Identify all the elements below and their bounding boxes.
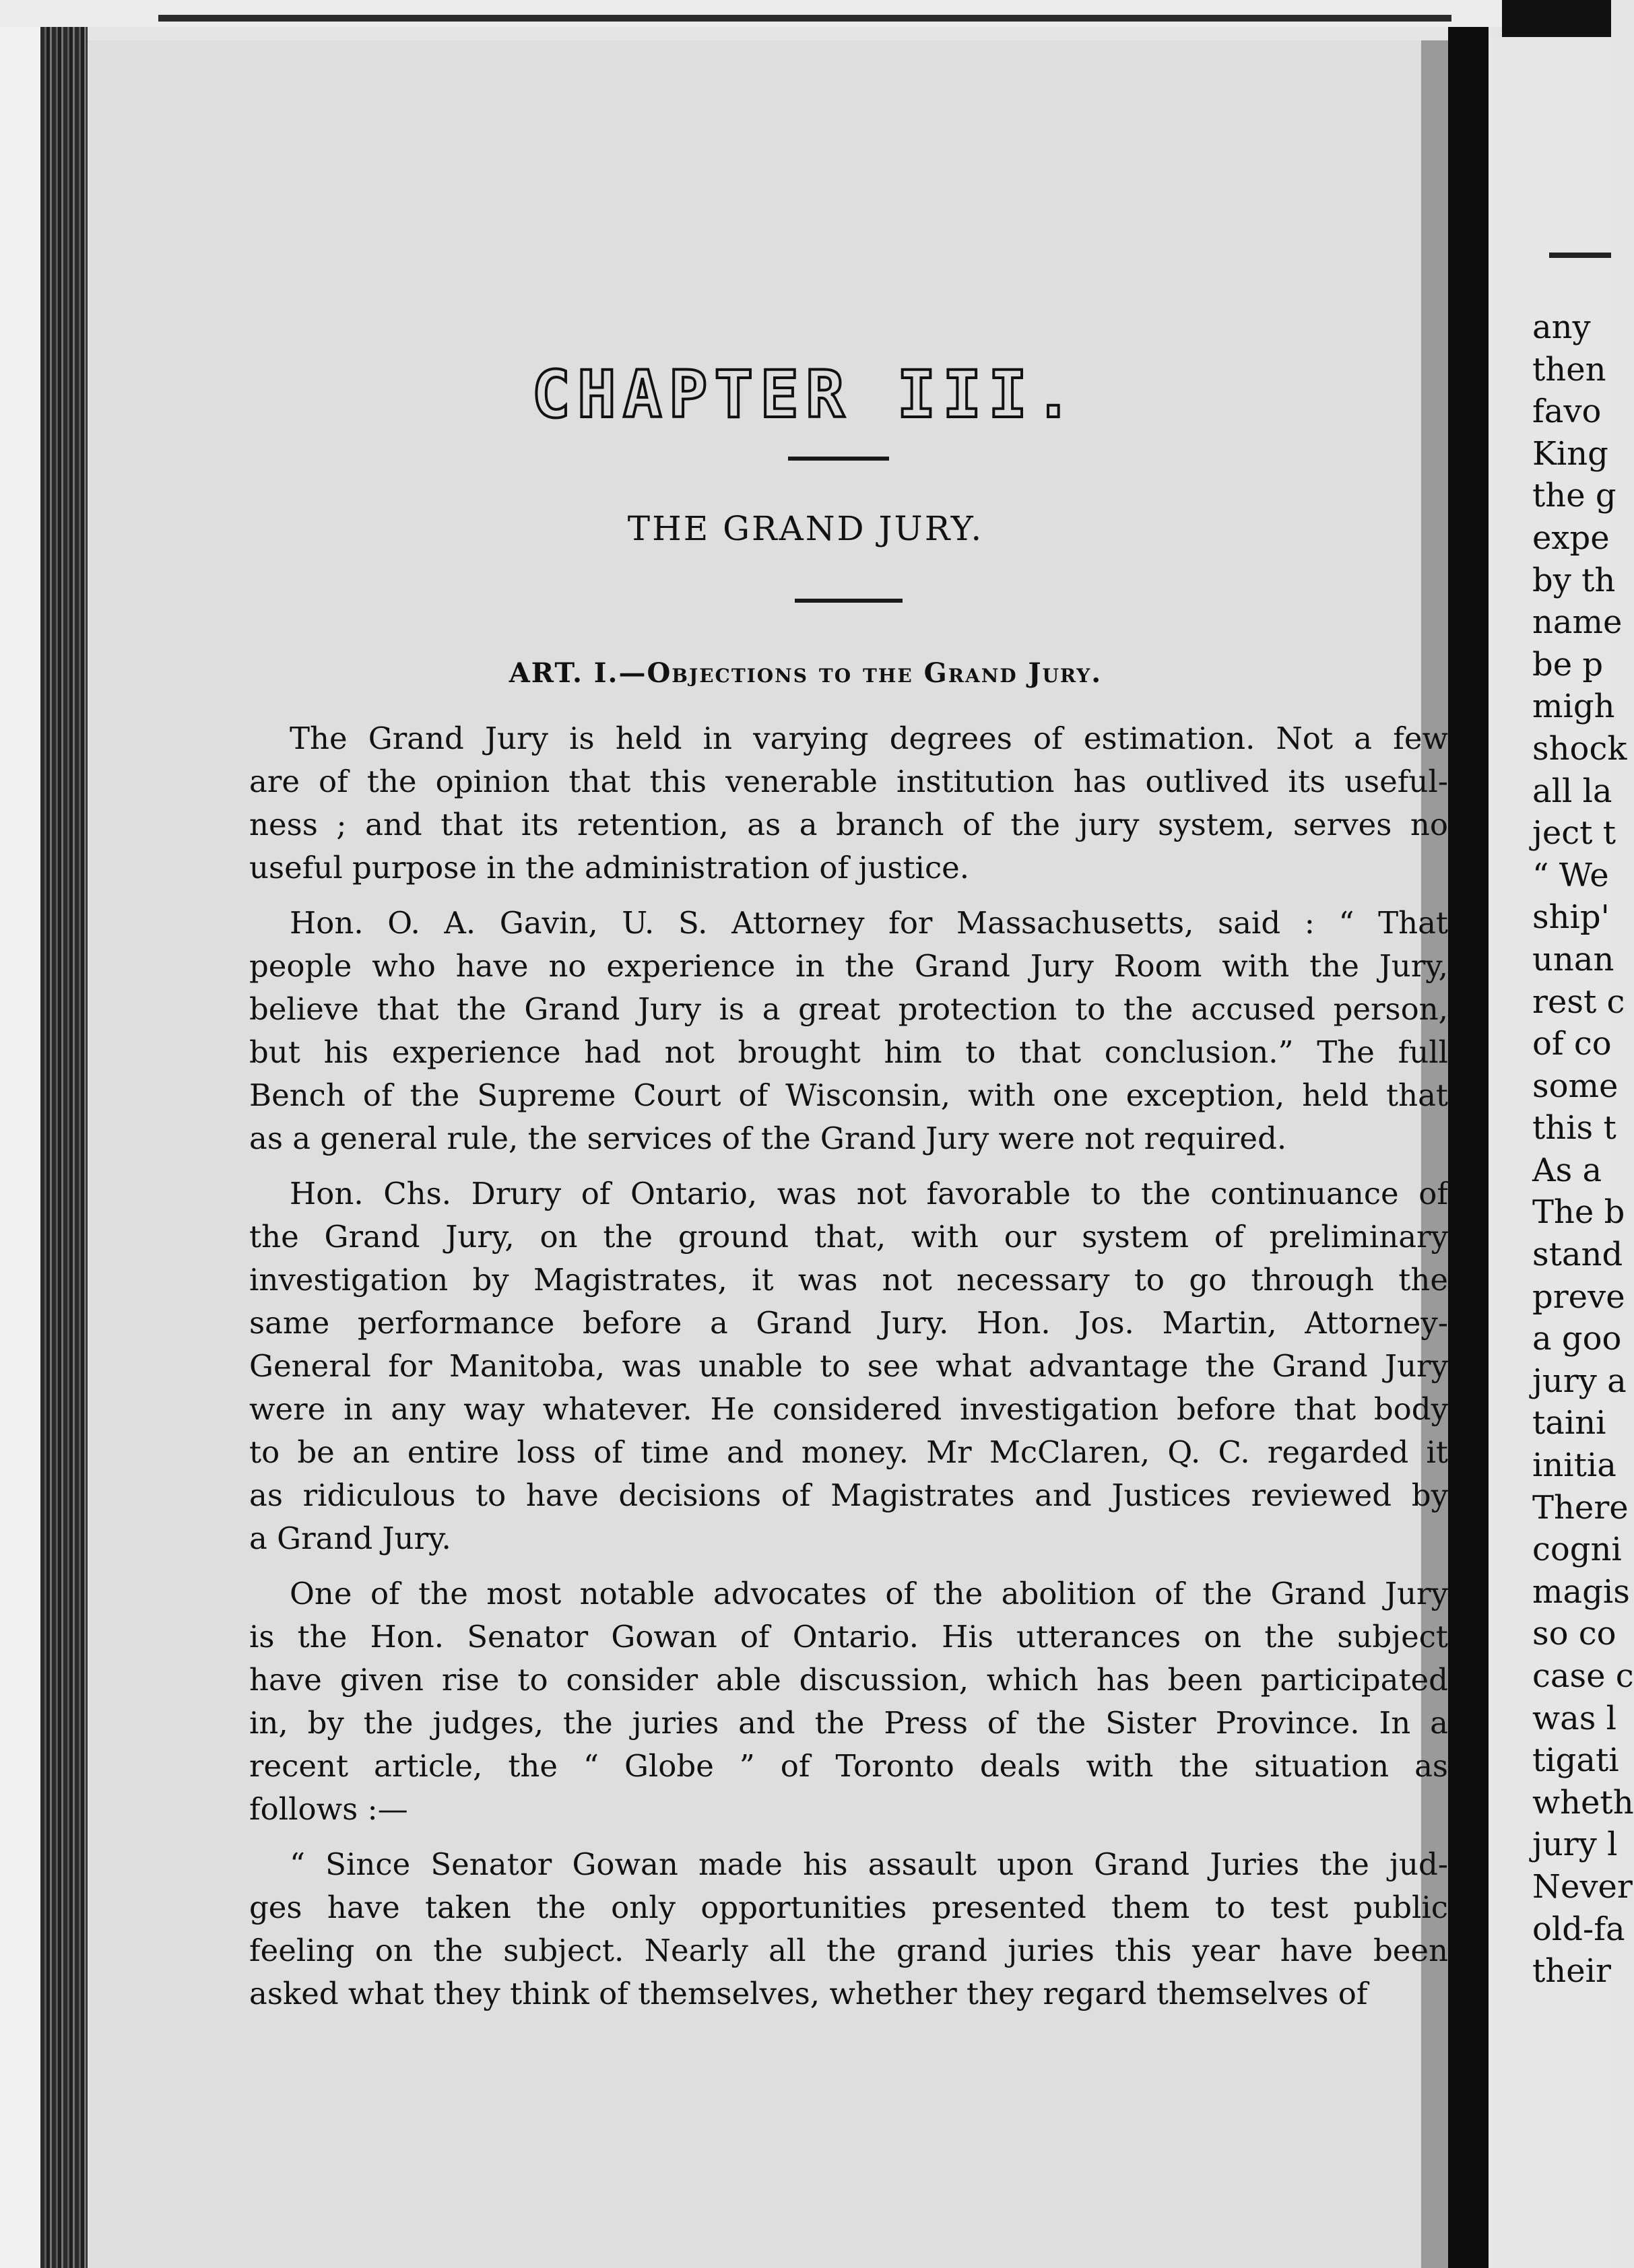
facing-page-line: expe (1532, 519, 1610, 557)
text-line: is the Hon. Senator Gowan of Ontario. His utterances on the subject (249, 1619, 1448, 1655)
text-line: “ Since Senator Gowan made his assault upon Grand Juries the jud- (290, 1846, 1448, 1882)
facing-page-line: be p (1532, 645, 1604, 683)
text-line: in, by the judges, the juries and the Press of the Sister Province. In a (249, 1705, 1448, 1741)
text-line: are of the opinion that this venerable institution has outlived its useful- (249, 764, 1448, 799)
text-line: ges have taken the only opportunities presented them to test public (249, 1890, 1448, 1925)
facing-page-line: old-fa (1532, 1910, 1625, 1948)
facing-page-line: any (1532, 308, 1591, 346)
scan-corner (1502, 0, 1611, 37)
facing-page-line: name (1532, 603, 1623, 642)
facing-page-line: As a (1532, 1151, 1602, 1189)
body-text (249, 717, 1448, 2028)
title-rule-upper (788, 457, 889, 461)
facing-page-line: so co (1532, 1615, 1616, 1653)
text-line: people who have no experience in the Grand Jury Room with the Jury, (249, 948, 1448, 984)
text-line: to be an entire loss of time and money. Mr McClaren, Q. C. regarded it (249, 1434, 1448, 1470)
paragraph (249, 902, 1448, 1160)
facing-page-text (1532, 306, 1634, 1993)
text-line: asked what they think of themselves, whether they regard themselves of (249, 1976, 1368, 2011)
paragraph (249, 1572, 1448, 1831)
text-line: Hon. Chs. Drury of Ontario, was not favorable to the continuance of (290, 1176, 1448, 1211)
article-number: ART. I.— (509, 657, 647, 689)
text-line: useful purpose in the administration of justice. (249, 850, 970, 886)
facing-page-line: stand (1532, 1236, 1623, 1274)
paragraph (249, 717, 1448, 890)
facing-page-line: Never (1532, 1867, 1633, 1906)
text-line: investigation by Magistrates, it was not necessary to go through the (249, 1262, 1448, 1298)
facing-page-line: some (1532, 1067, 1619, 1105)
facing-page-line: the g (1532, 477, 1616, 515)
facing-page-line: unan (1532, 940, 1614, 978)
facing-page-line: preve (1532, 1277, 1625, 1316)
scan-top-margin (0, 0, 1611, 27)
facing-page-line: cogni (1532, 1531, 1622, 1569)
text-line: feeling on the subject. Nearly all the grand juries this year have been (249, 1933, 1448, 1968)
facing-page-line: by th (1532, 561, 1616, 599)
facing-page-line: all la (1532, 772, 1612, 810)
title-rule-lower (795, 599, 903, 603)
text-line: Hon. O. A. Gavin, U. S. Attorney for Massachusetts, said : “ That (290, 905, 1448, 941)
facing-page-line: jury a (1532, 1362, 1627, 1400)
facing-page-line: was l (1532, 1699, 1616, 1737)
text-line: a Grand Jury. (249, 1521, 451, 1556)
facing-page-line: ject t (1532, 814, 1616, 853)
section-title: THE GRAND JURY. (627, 509, 984, 548)
facing-page-line: magis (1532, 1572, 1630, 1611)
text-line: follows :— (249, 1791, 408, 1827)
facing-page-line: migh (1532, 688, 1615, 726)
facing-page-line: wheth (1532, 1783, 1634, 1822)
text-line: were in any way whatever. He considered investigation before that body (249, 1391, 1448, 1427)
text-line: believe that the Grand Jury is a great protection to the accused person, (249, 991, 1448, 1027)
text-line: recent article, the “ Globe ” of Toronto deals with the situation as (249, 1748, 1448, 1784)
facing-page-line: The b (1532, 1193, 1625, 1232)
text-line: ness ; and that its retention, as a branch of the jury system, serves no (249, 807, 1448, 842)
facing-page-line: There (1532, 1488, 1629, 1527)
text-line: as ridiculous to have decisions of Magistrates and Justices reviewed by (249, 1477, 1448, 1513)
previous-page-edge (158, 15, 1451, 22)
text-line: but his experience had not brought him to that conclusion.” The full (249, 1034, 1448, 1070)
facing-page-line: “ We (1532, 856, 1609, 894)
facing-page-line: this t (1532, 1109, 1616, 1147)
facing-page-line: King (1532, 434, 1608, 473)
paragraph (249, 1172, 1448, 1560)
chapter-title: CHAPTER III. (531, 357, 1080, 432)
paragraph (249, 1843, 1448, 2015)
facing-page-line: jury l (1532, 1826, 1618, 1864)
article-title: Objections to the Grand Jury. (647, 657, 1103, 689)
text-line: the Grand Jury, on the ground that, with our system of preliminary (249, 1219, 1448, 1255)
facing-page-line: of co (1532, 1025, 1612, 1063)
text-line: same performance before a Grand Jury. Hon. Jos. Martin, Attorney- (249, 1305, 1448, 1341)
facing-page-line: their (1532, 1952, 1611, 1991)
facing-page-line: then (1532, 350, 1606, 389)
facing-page-line: tigati (1532, 1741, 1619, 1780)
facing-page-line: shock (1532, 729, 1627, 768)
text-line: The Grand Jury is held in varying degrees of estimation. Not a few (290, 721, 1448, 756)
facing-page-line: initia (1532, 1446, 1616, 1485)
facing-page-line: ship' (1532, 898, 1610, 937)
facing-page-rule (1549, 253, 1611, 258)
article-heading (0, 657, 1611, 689)
text-line: One of the most notable advocates of the abolition of the Grand Jury (290, 1576, 1448, 1611)
facing-page-line: favo (1532, 393, 1602, 431)
text-line: Bench of the Supreme Court of Wisconsin, with one exception, held that (249, 1077, 1448, 1113)
facing-page-line: taini (1532, 1404, 1606, 1442)
text-line: General for Manitoba, was unable to see what advantage the Grand Jury (249, 1348, 1448, 1384)
facing-page-line: case c (1532, 1657, 1634, 1695)
facing-page-line: rest c (1532, 982, 1625, 1021)
text-line: as a general rule, the services of the Grand Jury were not required. (249, 1121, 1287, 1156)
facing-page-line: a goo (1532, 1320, 1622, 1358)
text-line: have given rise to consider able discussion, which has been participated (249, 1662, 1448, 1698)
